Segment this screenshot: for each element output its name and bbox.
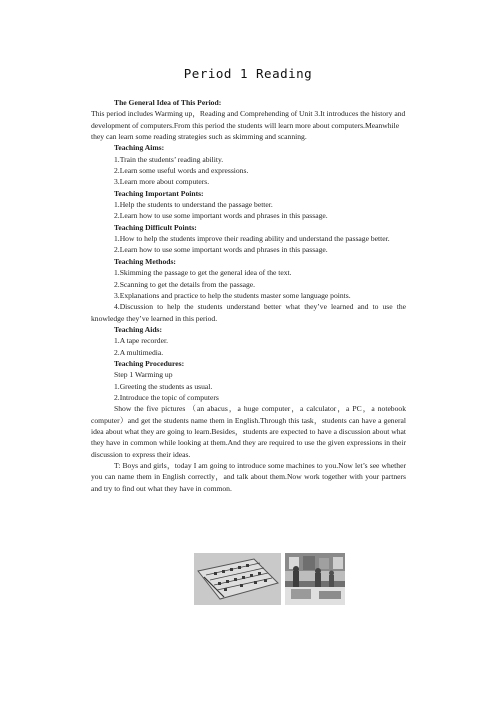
section-heading: Teaching Difficult Points: xyxy=(114,222,197,232)
abacus-photo xyxy=(194,553,281,605)
section-heading: Teaching Aims: xyxy=(114,143,165,153)
paragraph: 1.Train the students’ reading ability. xyxy=(114,154,224,164)
huge-computer-photo xyxy=(285,553,345,605)
paragraph: 3.Explanations and practice to help the students master some language points. xyxy=(114,290,351,300)
section-heading: Teaching Methods: xyxy=(114,256,176,266)
paragraph: 2.Scanning to get the details from the passage. xyxy=(114,279,256,289)
page-title: Period 1 Reading xyxy=(183,66,313,81)
paragraph: This period includes Warming up，Reading and Comprehending of Unit 3.It introduces the history and development of computers.From this period the students will learn more about computers.Meanwhile they can learn some reading strategies such as skimming and scanning. xyxy=(91,109,406,142)
paragraph: 2.Learn how to use some important words and phrases in this passage. xyxy=(114,245,328,255)
paragraph: 1.A tape recorder. xyxy=(114,336,168,346)
paragraph: T: Boys and girls，today I am going to introduce some machines to you.Now let’s see whether you can name them in English correctly，and talk about them.Now work together with your partners and try to find out what they have in common. xyxy=(91,461,406,493)
paragraph: 1.Greeting the students as usual. xyxy=(114,381,213,391)
paragraph: Step 1 Warming up xyxy=(114,370,173,380)
paragraph: 3.Learn more about computers. xyxy=(114,177,210,187)
paragraph: 2.Learn how to use some important words and phrases in this passage. xyxy=(114,211,328,221)
paragraph: 1.How to help the students improve their reading ability and understand the passage better. xyxy=(114,234,390,244)
paragraph: 4.Discussion to help the students understand better what they’ve learned and to use the knowledge they’ve learned in this period. xyxy=(91,302,406,323)
section-heading: Teaching Important Points: xyxy=(114,188,204,198)
paragraph: 1.Help the students to understand the passage better. xyxy=(114,200,273,210)
paragraph: 1.Skimming the passage to get the general idea of the text. xyxy=(114,268,292,278)
illustration-row xyxy=(0,553,496,605)
paragraph: 2.Introduce the topic of computers xyxy=(114,392,219,402)
paragraph: 2.Learn some useful words and expressions. xyxy=(114,166,249,176)
section-heading: The General Idea of This Period: xyxy=(114,98,222,107)
section-heading: Teaching Aids: xyxy=(114,324,163,334)
document-body xyxy=(91,97,406,494)
section-heading: Teaching Procedures: xyxy=(114,358,185,368)
paragraph: Show the five pictures （an abacus，a huge computer，a calculator，a PC，a notebook computer）and get the students name them in English.Through this task，students can have a general idea about what they are going to learn.Besides，students are expected to have a discussion about what they have in common while looking at them.And they are required to use the given expressions in their discussion to express their ideas. xyxy=(91,404,406,459)
paragraph: 2.A multimedia. xyxy=(114,347,164,357)
